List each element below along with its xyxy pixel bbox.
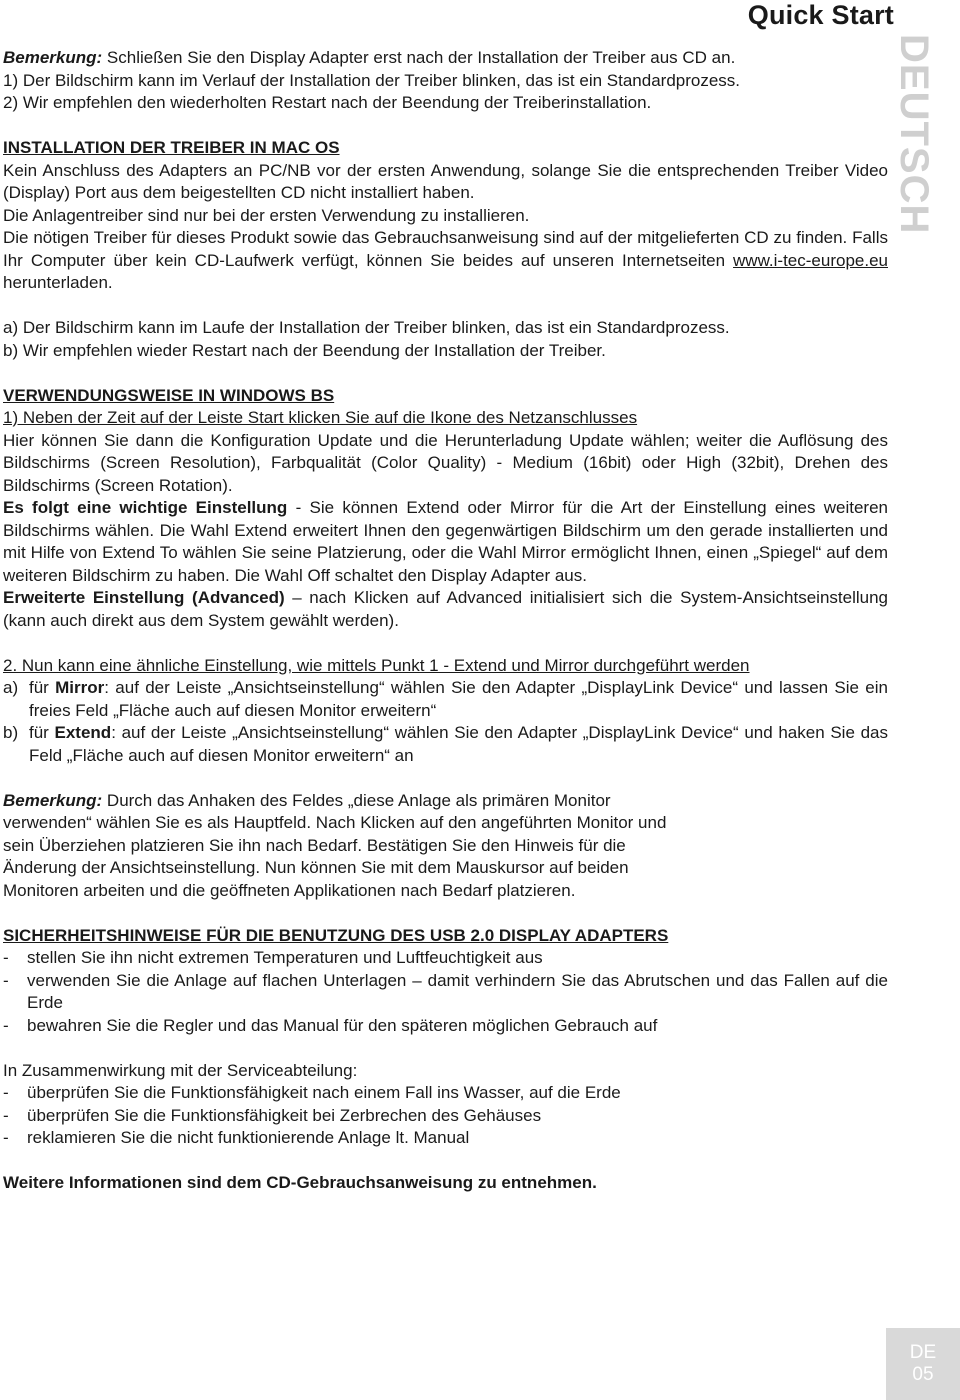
service-item: - überprüfen Sie die Funktionsfähigkeit bei Zerbrechen des Gehäuses <box>3 1105 542 1125</box>
mac-paragraph-3-end: herunterladen. <box>3 273 113 292</box>
intro-line-1: 1) Der Bildschirm kann im Verlauf der Installation der Treiber blinken, das ist ein Standardprozess. <box>3 70 741 90</box>
page-number: 05 <box>912 1364 934 1385</box>
windows-paragraph-3-bold: Erweiterte Einstellung (Advanced) <box>3 588 285 607</box>
intro-note-text: Schließen Sie den Display Adapter erst nach der Installation der Treiber aus CD an. <box>102 48 736 67</box>
safety-item: - stellen Sie ihn nicht extremen Temperaturen und Luftfeuchtigkeit aus <box>3 948 543 967</box>
option-marker: a) <box>3 678 19 697</box>
windows-paragraph-2 <box>3 497 888 587</box>
service-intro: In Zusammenwirkung mit der Serviceabteilung: <box>3 1060 358 1080</box>
note2-line-2: verwenden“ wählen Sie es als Hauptfeld. Nach Klicken auf den angeführten Monitor und <box>3 813 667 832</box>
page-number-badge <box>886 1328 960 1400</box>
service-item: - überprüfen Sie die Funktionsfähigkeit nach einem Fall ins Wasser, auf die Erde <box>3 1083 621 1102</box>
language-side-label: DEUTSCH <box>892 34 936 235</box>
mac-paragraph-3 <box>3 227 888 295</box>
mac-paragraph-3-text: Die nötigen Treiber für dieses Produkt sowie das Gebrauchsanweisung sind auf der mitgelieferten CD zu finden. Falls Ihr Computer über kein CD-Laufwerk verfügt, können Sie beides auf unseren Internetseiten <box>3 228 888 270</box>
document-body <box>3 47 888 1195</box>
windows-paragraph-2-bold: Es folgt eine wichtige Einstellung <box>3 498 288 517</box>
page-language-code: DE <box>909 1342 937 1363</box>
intro-note-label: Bemerkung: <box>3 48 103 67</box>
windows-paragraph-3 <box>3 587 888 632</box>
mac-note-a: a) Der Bildschirm kann im Laufe der Installation der Treiber blinken, das ist ein Standardprozess. <box>3 318 730 337</box>
page-title: Quick Start <box>747 0 894 30</box>
windows-paragraph-3-text: – nach Klicken auf Advanced initialisiert sich die System-Ansichtseinstellung (kann auch direkt aus dem System gewählt werden). <box>3 588 888 630</box>
option-text: für Extend: auf der Leiste „Ansichtseinstellung“ wählen Sie den Adapter „DisplayLink Device“ und haken Sie das Feld „Fläche auch auf diesen Monitor erweitern“ an <box>29 723 888 765</box>
note2-line-3: sein Überziehen platzieren Sie ihn nach Bedarf. Bestätigen Sie den Hinweis für die <box>3 835 626 855</box>
note2-line-4: Änderung der Ansichtseinstellung. Nun können Sie mit dem Mauskursor auf beiden <box>3 858 629 877</box>
windows-option-mirror <box>3 677 888 722</box>
windows-step-2: 2. Nun kann eine ähnliche Einstellung, wie mittels Punkt 1 - Extend und Mirror durchgeführt werden <box>3 655 750 675</box>
mac-heading: INSTALLATION DER TREIBER IN MAC OS <box>3 138 340 157</box>
note2-line-5: Monitoren arbeiten und die geöffneten Applikationen nach Bedarf platzieren. <box>3 880 576 900</box>
option-extend-bold: Extend <box>54 723 112 742</box>
windows-paragraph-2-text: - Sie können Extend oder Mirror für die Art der Einstellung eines weiteren Bildschirms wählen. Die Wahl Extend erweitert Ihnen den gegenwärtigen Bildschirm um den gerade installierten und mit Hilfe von Extend To wählen Sie seine Platzierung, oder die Wahl Mirror ermöglicht Ihnen, einen „Spiegel“ auf dem weiteren Bildschirm zu haben. Die Wahl Off schaltet den Display Adapter aus. <box>3 498 889 585</box>
mac-paragraph-1: Kein Anschluss des Adapters an PC/NB vor der ersten Anwendung, solange Sie die entsprechenden Treiber Video (Display) Port aus dem beigestellten CD nicht installiert haben. <box>3 160 888 202</box>
windows-option-extend <box>3 722 888 767</box>
footer-note: Weitere Informationen sind dem CD-Gebrauchsanweisung zu entnehmen. <box>3 1173 597 1192</box>
option-marker: b) <box>3 723 19 742</box>
option-text: für Mirror: auf der Leiste „Ansichtseinstellung“ wählen Sie den Adapter „DisplayLink Device“ und lassen Sie ein freies Feld „Fläche auch auf diesen Monitor erweitern“ <box>29 678 888 720</box>
safety-item: - verwenden Sie die Anlage auf flachen Unterlagen – damit verhindern Sie das Abrutschen und das Fallen auf die Erde <box>3 970 888 1012</box>
service-item: - reklamieren Sie die nicht funktionierende Anlage lt. Manual <box>3 1128 470 1147</box>
windows-heading: VERWENDUNGSWEISE IN WINDOWS BS <box>3 385 335 405</box>
safety-heading: SICHERHEITSHINWEISE FÜR DIE BENUTZUNG DES USB 2.0 DISPLAY ADAPTERS <box>3 925 669 945</box>
note2-label: Bemerkung: <box>3 790 103 810</box>
note2-line-1: Bemerkung: Durch das Anhaken des Feldes „diese Anlage als primären Monitor <box>3 790 611 810</box>
windows-step-1: 1) Neben der Zeit auf der Leiste Start klicken Sie auf die Ikone des Netzanschlusses <box>3 408 638 427</box>
option-mirror-bold: Mirror <box>55 678 105 697</box>
windows-paragraph-1: Hier können Sie dann die Konfiguration Update und die Herunterladung Update wählen; weiter die Auflösung des Bildschirms (Screen Resolution), Farbqualität (Color Quality) - Medium (16bit) oder High (32bit), Drehen des Bildschirms (Screen Rotation). <box>3 430 888 495</box>
safety-item: - bewahren Sie die Regler und das Manual für den späteren möglichen Gebrauch auf <box>3 1015 658 1035</box>
intro-note <box>3 47 888 70</box>
website-link[interactable]: www.i-tec-europe.eu <box>733 250 888 270</box>
mac-paragraph-2: Die Anlagentreiber sind nur bei der ersten Verwendung zu installieren. <box>3 205 530 225</box>
mac-note-b: b) Wir empfehlen wieder Restart nach der Beendung der Installation der Treiber. <box>3 340 606 360</box>
intro-line-2: 2) Wir empfehlen den wiederholten Restart nach der Beendung der Treiberinstallation. <box>3 93 652 112</box>
